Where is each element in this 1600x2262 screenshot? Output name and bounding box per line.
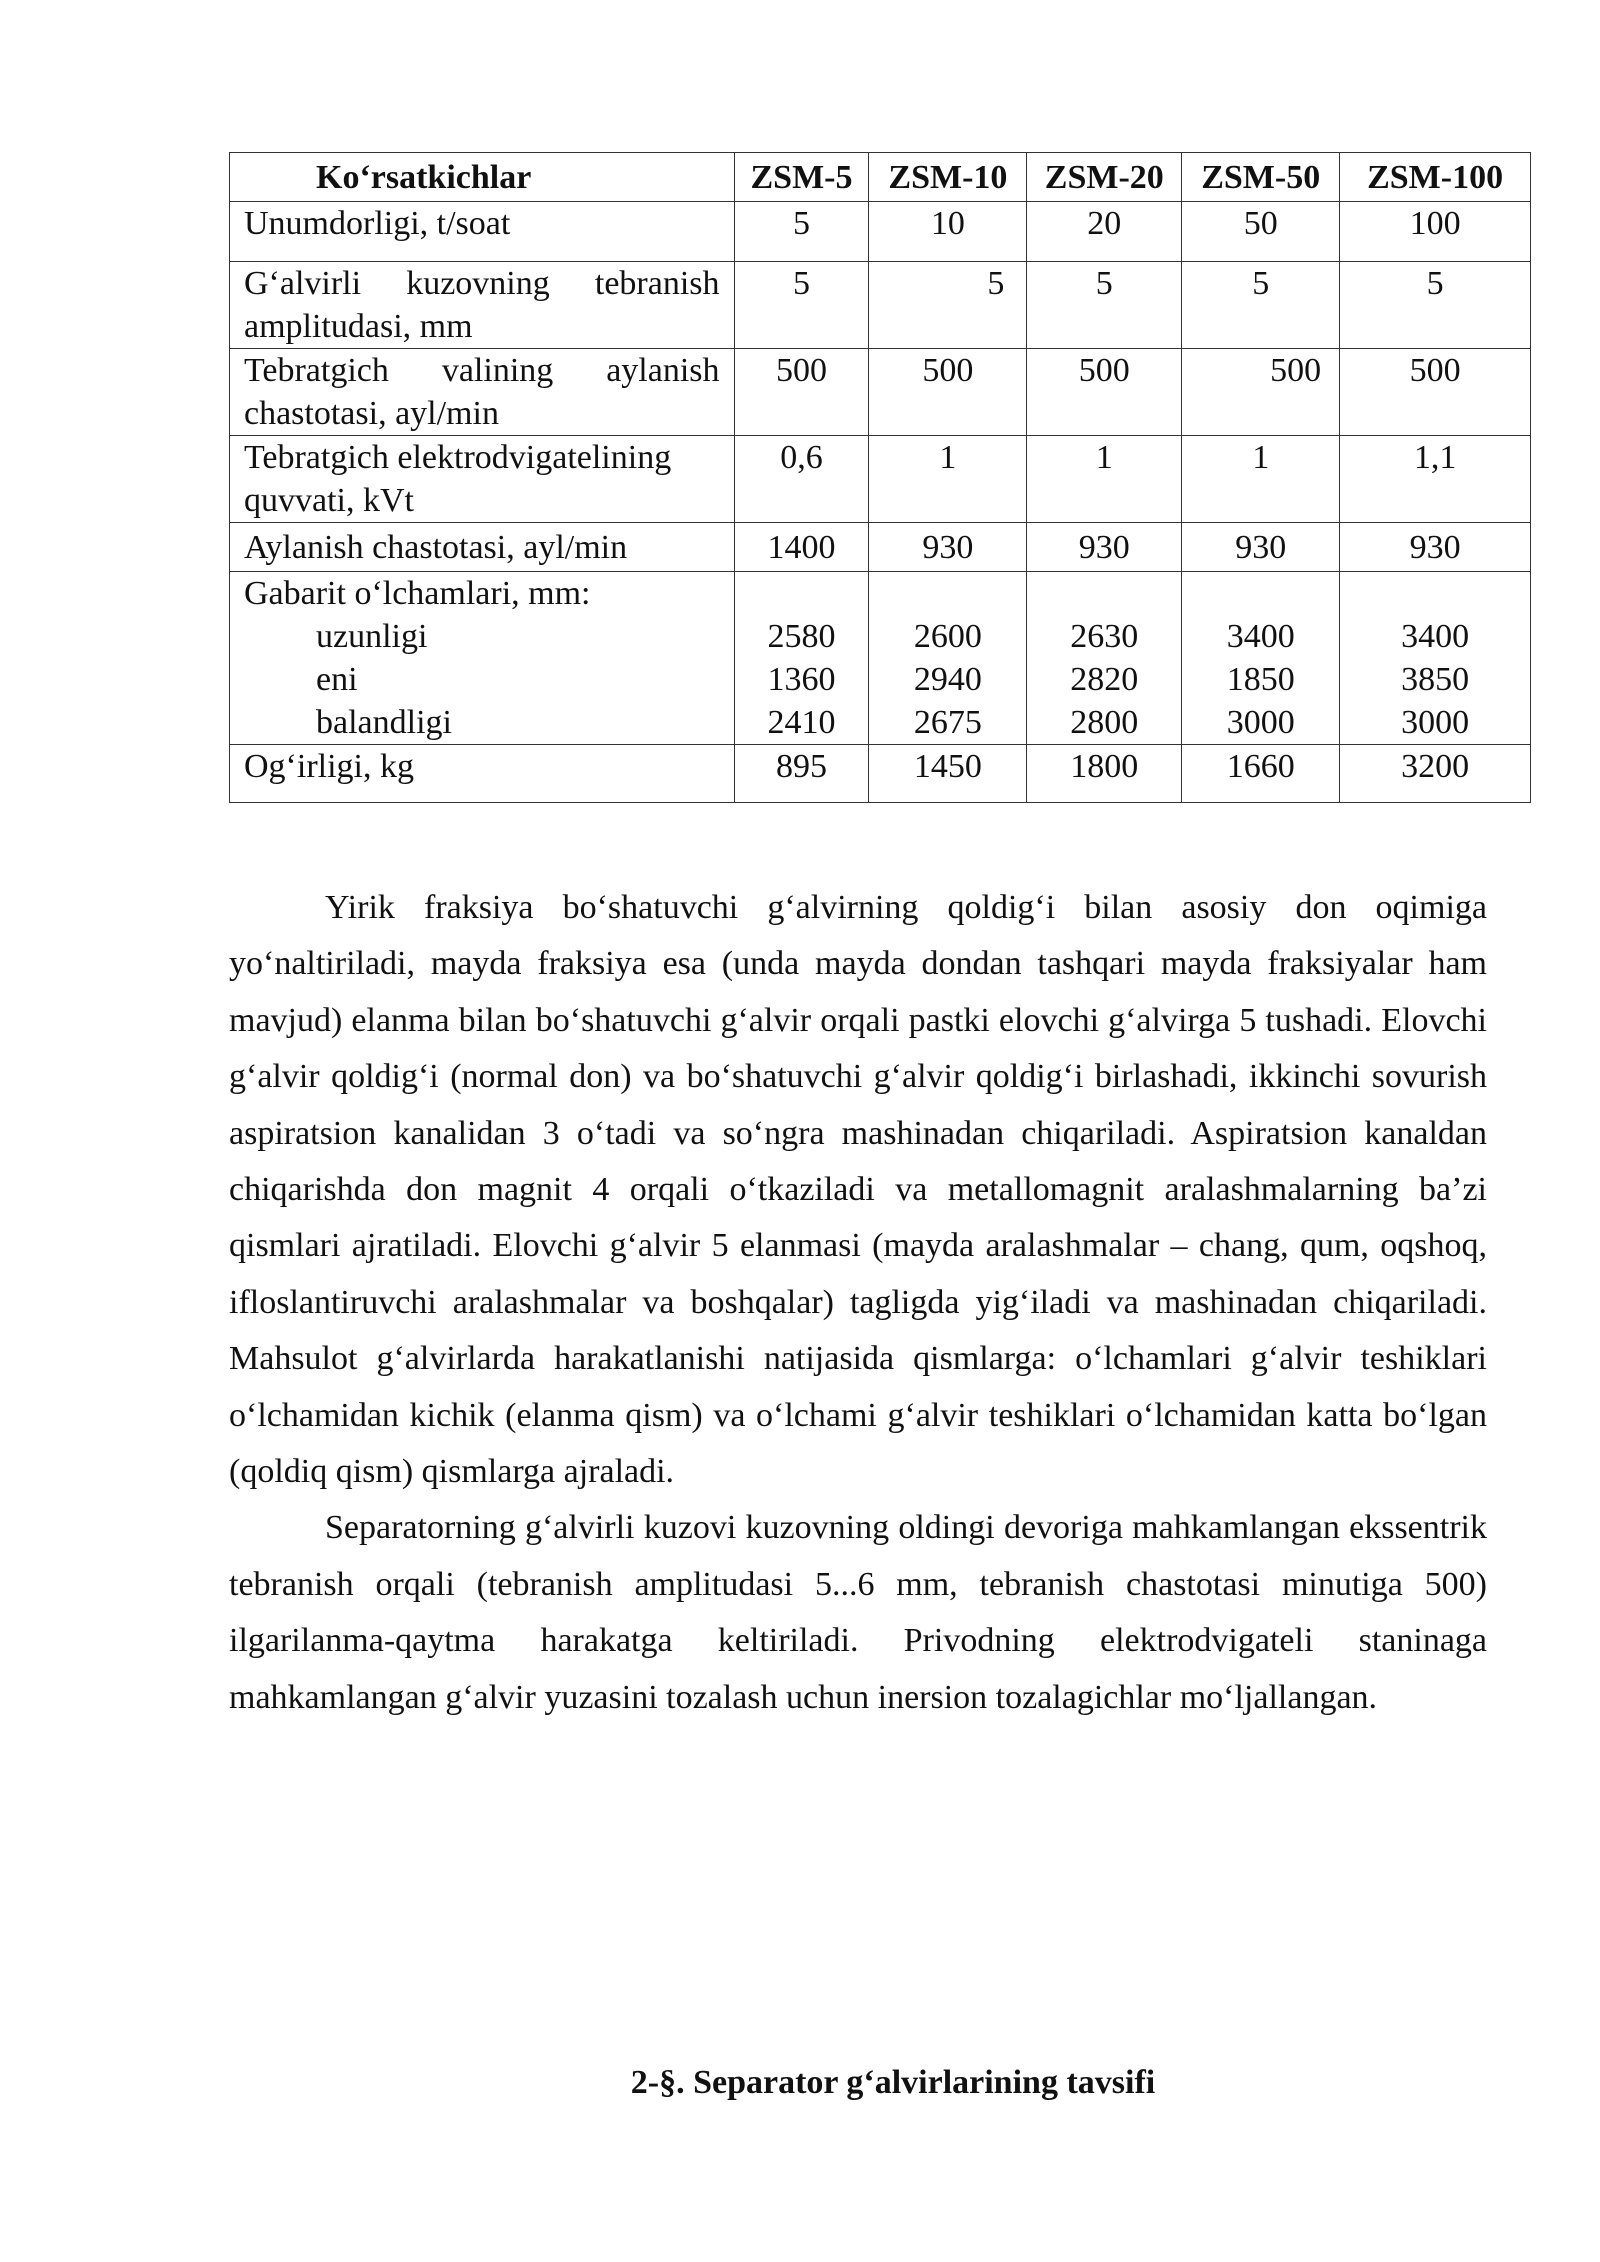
row-label: Aylanish chastotasi, ayl/min [230, 523, 735, 572]
table-cell: 5 [734, 262, 869, 349]
table-row [230, 349, 1531, 436]
table-cell: 1800 [1027, 745, 1182, 803]
row-label: Unumdorligi, t/soat [230, 202, 735, 262]
table-cell: 500 [869, 349, 1027, 436]
table-cell: 500 [1340, 349, 1531, 436]
table-cell: 1 [1027, 436, 1182, 523]
table-cell: 1,1 [1340, 436, 1531, 523]
table-cell: 1660 [1182, 745, 1340, 803]
row-label: G‘alvirli kuzovning tebranish amplitudasi, mm [230, 262, 735, 349]
table-cell: 3400 3850 3000 [1340, 572, 1531, 745]
row-label: Tebratgich valining aylanish chastotasi, ayl/min [230, 349, 735, 436]
row-label: Og‘irligi, kg [230, 745, 735, 803]
table-cell: 100 [1340, 202, 1531, 262]
table-cell: 1400 [734, 523, 869, 572]
column-header: ZSM-20 [1027, 153, 1182, 202]
table-cell: 500 [734, 349, 869, 436]
table-cell: 1 [869, 436, 1027, 523]
table-cell: 5 [1182, 262, 1340, 349]
table-cell: 930 [1182, 523, 1340, 572]
column-header: ZSM-100 [1340, 153, 1531, 202]
table-cell: 2600 2940 2675 [869, 572, 1027, 745]
table-cell: 2630 2820 2800 [1027, 572, 1182, 745]
table-cell: 895 [734, 745, 869, 803]
table-cell: 2580 1360 2410 [734, 572, 869, 745]
table-cell: 20 [1027, 202, 1182, 262]
column-header: ZSM-5 [734, 153, 869, 202]
table-cell: 5 [869, 262, 1027, 349]
row-label: Tebratgich elektrodvigatelining quvvati, kVt [230, 436, 735, 523]
table-row [230, 262, 1531, 349]
table-cell: 500 [1027, 349, 1182, 436]
table-cell: 930 [1027, 523, 1182, 572]
table-cell: 1450 [869, 745, 1027, 803]
body-text [229, 880, 1487, 1726]
table-cell: 10 [869, 202, 1027, 262]
table-row [230, 523, 1531, 572]
table-row [230, 436, 1531, 523]
table-cell: 500 [1182, 349, 1340, 436]
table-cell: 930 [869, 523, 1027, 572]
table-cell: 0,6 [734, 436, 869, 523]
table-cell: 930 [1340, 523, 1531, 572]
table-cell: 1 [1182, 436, 1340, 523]
column-header: ZSM-10 [869, 153, 1027, 202]
paragraph: Separatorning g‘alvirli kuzovi kuzovning oldingi devoriga mahkamlangan ekssentrik tebranish orqali (tebranish amplitudasi 5...6 mm, tebranish chastotasi minutiga 500) ilgarilanma-qaytma harakatga keltiriladi. Privodning elektrodvigateli staninaga mahkamlangan g‘alvir yuzasini tozalash uchun inersion tozalagichlar mo‘ljallangan. [229, 1509, 1487, 1716]
table-cell: 50 [1182, 202, 1340, 262]
specifications-table [229, 152, 1531, 803]
table-cell: 5 [1340, 262, 1531, 349]
table-row [230, 202, 1531, 262]
table-cell: 5 [1027, 262, 1182, 349]
table-cell: 5 [734, 202, 869, 262]
column-header: ZSM-50 [1182, 153, 1340, 202]
table-row [230, 572, 1531, 745]
table-cell: 3400 1850 3000 [1182, 572, 1340, 745]
table-row [230, 745, 1531, 803]
table-cell: 3200 [1340, 745, 1531, 803]
table-header-row [230, 153, 1531, 202]
row-label: Gabarit o‘lchamlari, mm: uzunligi eni balandligi [230, 572, 735, 745]
section-heading: 2-§. Separator g‘alvirlarining tavsifi [630, 2064, 1156, 2101]
column-header: Ko‘rsatkichlar [230, 153, 735, 202]
paragraph: Yirik fraksiya bo‘shatuvchi g‘alvirning qoldig‘i bilan asosiy don oqimiga yo‘naltiriladi, mayda fraksiya esa (unda mayda dondan tashqari mayda fraksiyalar ham mavjud) elanma bilan bo‘shatuvchi g‘alvir orqali pastki elovchi g‘alvirga 5 tushadi. Elovchi g‘alvir qoldig‘i (normal don) va bo‘shatuvchi g‘alvir qoldig‘i birlashadi, ikkinchi sovurish aspiratsion kanalidan 3 o‘tadi va so‘ngra mashinadan chiqariladi. Aspiratsion kanaldan chiqarishda don magnit 4 orqali o‘tkaziladi va metallomagnit aralashmalarning ba’zi qismlari ajratiladi. Elovchi g‘alvir 5 elanmasi (mayda aralashmalar – chang, qum, oqshoq, ifloslantiruvchi aralashmalar va boshqalar) tagligda yig‘iladi va mashinadan chiqariladi. Mahsulot g‘alvirlarda harakatlanishi natijasida qismlarga: o‘lchamlari g‘alvir teshiklari o‘lchamidan kichik (elanma qism) va o‘lchami g‘alvir teshiklari o‘lchamidan katta bo‘lgan (qoldiq qism) qismlarga ajraladi. [229, 889, 1487, 1491]
